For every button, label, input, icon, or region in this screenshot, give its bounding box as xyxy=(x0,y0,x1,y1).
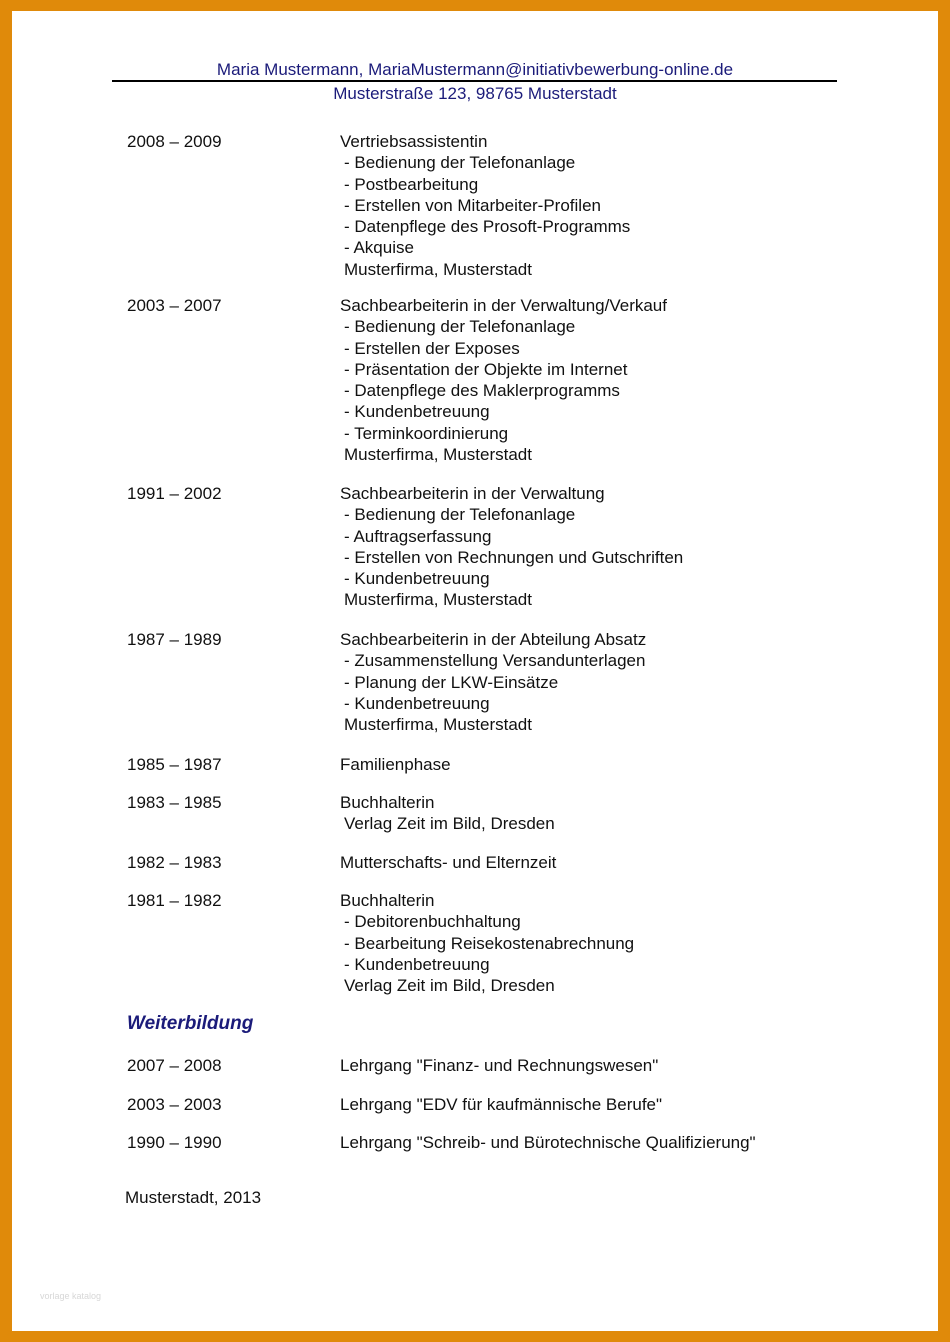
entry-task: - Bearbeitung Reisekostenabrechnung xyxy=(344,933,635,953)
entry-dates: 2008 – 2009 xyxy=(127,132,222,151)
entry-dates: 2003 – 2003 xyxy=(127,1095,222,1114)
entry-task: - Kundenbetreuung xyxy=(344,954,490,974)
section-heading-training: Weiterbildung xyxy=(127,1013,254,1034)
entry-title: Lehrgang "EDV für kaufmännische Berufe" xyxy=(340,1095,663,1114)
entry-content xyxy=(340,890,634,996)
watermark: vorlage katalog xyxy=(40,1291,102,1301)
entry-task: - Bedienung der Telefonanlage xyxy=(344,317,576,337)
entry-company: Musterfirma, Musterstadt xyxy=(344,259,532,279)
entry-task: - Terminkoordinierung xyxy=(344,423,509,443)
entry-title: Buchhalterin xyxy=(340,891,435,910)
entry-title: Sachbearbeiterin in der Verwaltung xyxy=(340,484,605,503)
entry-company: Musterfirma, Musterstadt xyxy=(344,715,532,735)
entry-company: Verlag Zeit im Bild, Dresden xyxy=(344,814,555,834)
entry-company: Musterfirma, Musterstadt xyxy=(344,590,532,610)
entry-content xyxy=(340,1055,658,1076)
entry-title: Buchhalterin xyxy=(340,793,435,812)
entry-title: Lehrgang "Finanz- und Rechnungswesen" xyxy=(340,1056,659,1075)
cv-page xyxy=(12,11,938,1331)
entry-task: - Erstellen von Rechnungen und Gutschriften xyxy=(344,547,684,567)
entry-task: - Bedienung der Telefonanlage xyxy=(344,505,576,525)
entry-dates: 1981 – 1982 xyxy=(127,891,222,910)
entry-content xyxy=(340,1132,756,1153)
entry-dates: 1983 – 1985 xyxy=(127,793,222,812)
entry-dates: 2003 – 2007 xyxy=(127,296,222,315)
entry-task: - Postbearbeitung xyxy=(344,174,479,194)
entry-dates: 2007 – 2008 xyxy=(127,1056,222,1075)
entry-content xyxy=(340,792,555,835)
entry-task: - Datenpflege des Maklerprogramms xyxy=(344,381,620,401)
entry-task: - Kundenbetreuung xyxy=(344,402,490,422)
entry-content xyxy=(340,483,683,611)
entry-content xyxy=(340,131,630,280)
entry-title: Lehrgang "Schreib- und Bürotechnische Qualifizierung" xyxy=(340,1133,756,1152)
entry-task: - Akquise xyxy=(344,238,414,258)
entry-task: - Kundenbetreuung xyxy=(344,693,490,713)
entry-task: - Zusammenstellung Versandunterlagen xyxy=(344,651,646,671)
entry-task: - Kundenbetreuung xyxy=(344,569,490,589)
entry-task: - Bedienung der Telefonanlage xyxy=(344,153,576,173)
entry-task: - Präsentation der Objekte im Internet xyxy=(344,359,628,379)
entry-content xyxy=(340,295,667,465)
entry-task: - Auftragserfassung xyxy=(344,526,492,546)
entry-title: Mutterschafts- und Elternzeit xyxy=(340,853,557,872)
entry-content xyxy=(340,1094,662,1115)
entry-content xyxy=(340,629,646,735)
entry-task: - Datenpflege des Prosoft-Programms xyxy=(344,217,631,237)
header-address: Musterstraße 123, 98765 Musterstadt xyxy=(333,84,617,103)
entry-task: - Erstellen von Mitarbeiter-Profilen xyxy=(344,195,601,215)
header-name-email: Maria Mustermann, MariaMustermann@initiativbewerbung-online.de xyxy=(216,60,734,79)
entry-content xyxy=(340,754,451,775)
entry-company: Musterfirma, Musterstadt xyxy=(344,445,532,465)
entry-dates: 1982 – 1983 xyxy=(127,853,222,872)
entry-dates: 1985 – 1987 xyxy=(127,755,222,774)
entry-title: Vertriebsassistentin xyxy=(340,132,488,151)
entry-title: Sachbearbeiterin in der Verwaltung/Verkauf xyxy=(340,296,667,315)
entry-company: Verlag Zeit im Bild, Dresden xyxy=(344,976,555,996)
entry-title: Sachbearbeiterin in der Abteilung Absatz xyxy=(340,630,647,649)
entry-task: - Debitorenbuchhaltung xyxy=(344,912,521,932)
entry-dates: 1990 – 1990 xyxy=(127,1133,222,1152)
entry-task: - Erstellen der Exposes xyxy=(344,338,520,358)
entry-task: - Planung der LKW-Einsätze xyxy=(344,672,559,692)
place-date: Musterstadt, 2013 xyxy=(125,1188,262,1207)
header-divider xyxy=(112,80,837,82)
entry-dates: 1991 – 2002 xyxy=(127,484,222,503)
entry-dates: 1987 – 1989 xyxy=(127,630,222,649)
entry-title: Familienphase xyxy=(340,755,451,774)
entry-content xyxy=(340,852,556,873)
